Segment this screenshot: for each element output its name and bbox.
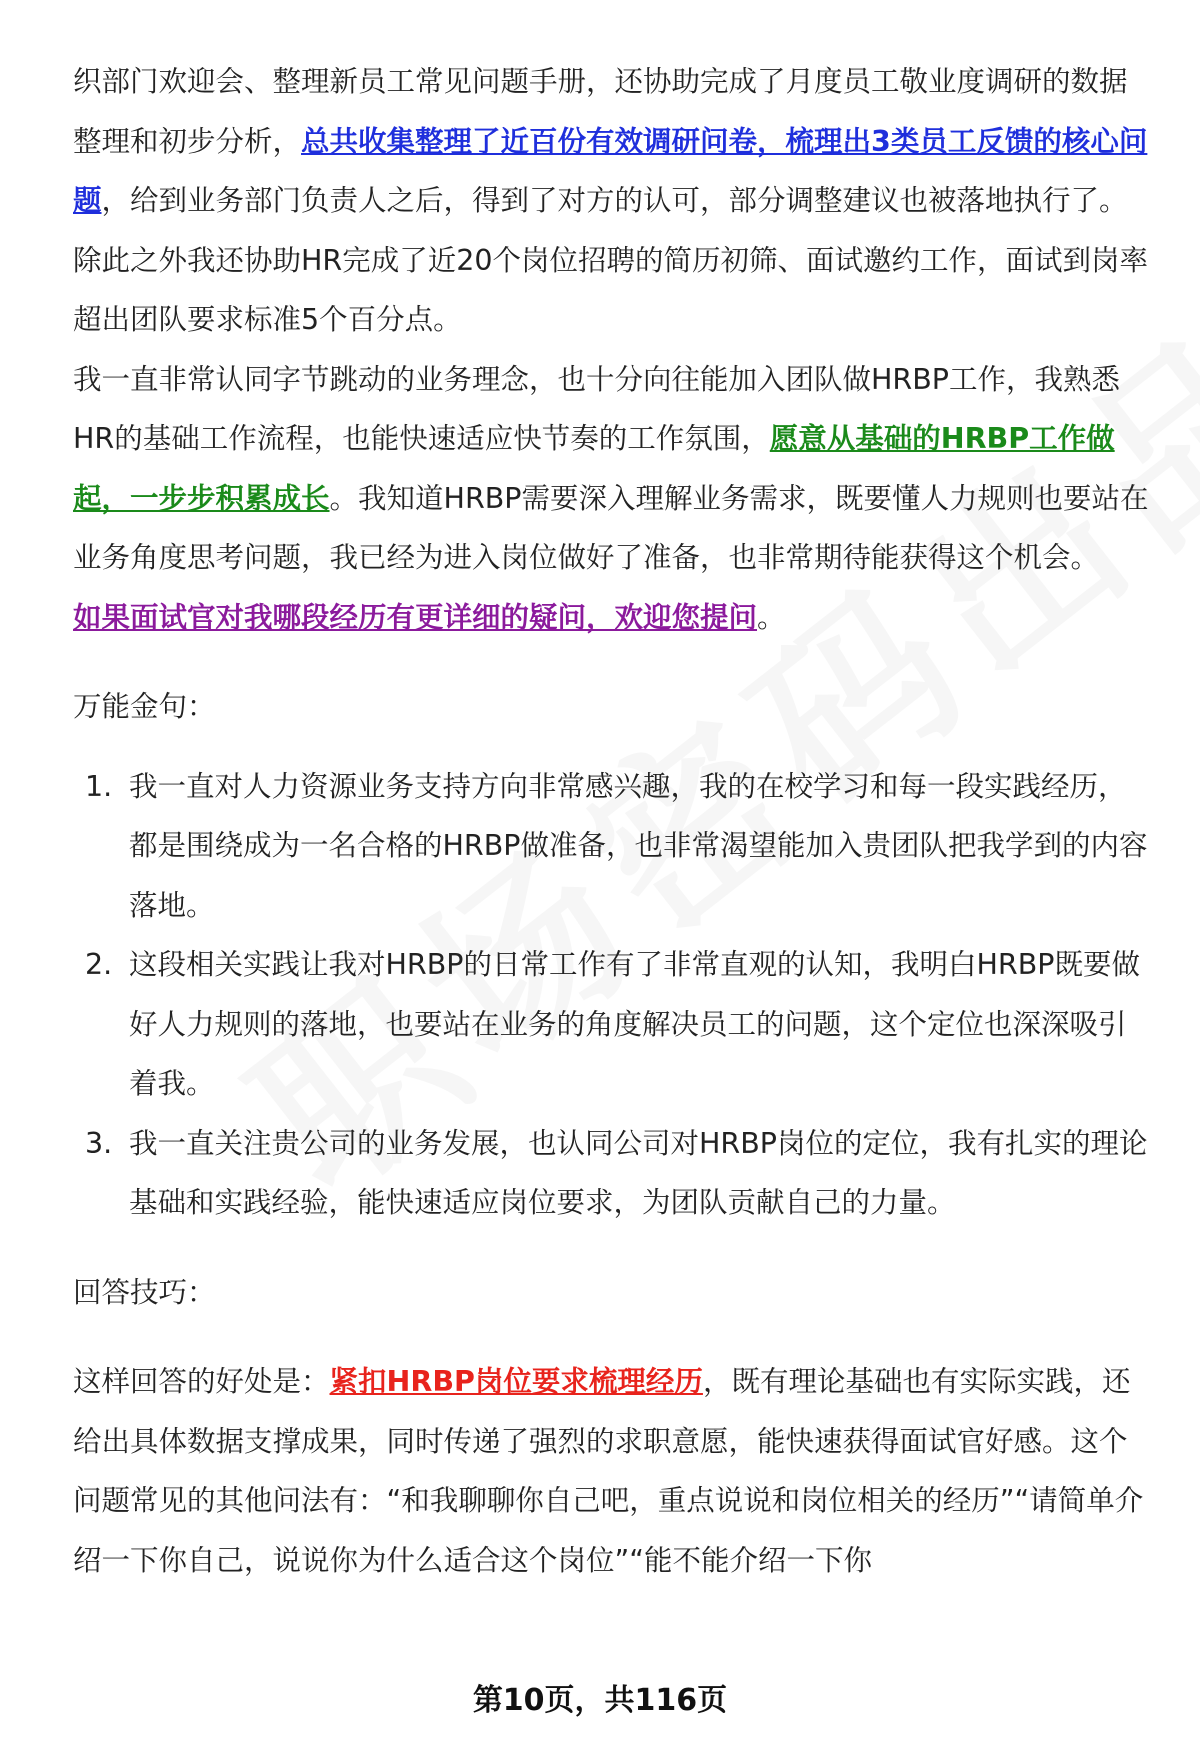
document-body — [73, 52, 1153, 1590]
text-run: 这样回答的好处是： — [73, 1365, 330, 1398]
paragraph-tips — [73, 1352, 1153, 1590]
highlight-blue: 总共收集整理了近百份有效调研问卷，梳理出3类员工反馈的核心问题 — [73, 124, 1148, 217]
paragraph-closing — [73, 588, 1153, 648]
section-heading-golden: 万能金句： — [73, 690, 216, 723]
text-run: 。 — [757, 600, 786, 634]
text-run: 。我知道HRBP需要深入理解业务需求，既要懂人力规则也要站在业务角度思考问题，我已经为进入岗位做好了准备，也非常期待能获得这个机会。 — [73, 481, 1149, 574]
list-text: 我一直关注贵公司的业务发展，也认同公司对HRBP岗位的定位，我有扎实的理论基础和实践经验，能快速适应岗位要求，为团队贡献自己的力量。 — [129, 1126, 1148, 1219]
golden-sentence-list — [73, 757, 1153, 1233]
highlight-green: 愿意从基础的HRBP工作做起，一步步积累成长 — [73, 422, 1115, 515]
list-text: 我一直对人力资源业务支持方向非常感兴趣，我的在校学习和每一段实践经历，都是围绕成为一名合格的HRBP做准备，也非常渴望能加入贵团队把我学到的内容落地。 — [129, 769, 1148, 922]
list-text: 这段相关实践让我对HRBP的日常工作有了非常直观的认知，我明白HRBP既要做好人力规则的落地，也要站在业务的角度解决员工的问题，这个定位也深深吸引着我。 — [129, 948, 1140, 1100]
list-number: 3. — [85, 1126, 113, 1160]
list-item — [73, 935, 1153, 1114]
text-run: 织部门欢迎会、整理新员工常见问题手册，还协助完成了月度员工敬业度调研的数据整理和初步分析， — [73, 65, 1128, 158]
highlight-red: 紧扣HRBP岗位要求梳理经历 — [329, 1365, 703, 1398]
paragraph-experience — [73, 52, 1153, 350]
list-number: 2. — [85, 948, 113, 981]
text-run: ，既有理论基础也有实际实践，还给出具体数据支撑成果，同时传递了强烈的求职意愿，能快速获得面试官好感。这个问题常见的其他问法有：“和我聊聊你自己吧，重点说说和岗位相关的经历”“请简单介绍一下你自己，说说你为什么适合这个岗位”“能不能介绍一下你 — [73, 1365, 1144, 1577]
page-number-footer: 第10页，共116页 — [472, 1683, 728, 1718]
list-item — [73, 757, 1153, 936]
section-heading-tips: 回答技巧： — [73, 1275, 216, 1309]
list-item — [73, 1114, 1153, 1233]
text-run: ，给到业务部门负责人之后，得到了对方的认可，部分调整建议也被落地执行了。除此之外我还协助HR完成了近20个岗位招聘的简历初筛、面试邀约工作，面试到岗率超出团队要求标准5个百分点。 — [73, 184, 1149, 336]
paragraph-motivation — [73, 350, 1153, 588]
highlight-purple: 如果面试官对我哪段经历有更详细的疑问，欢迎您提问 — [73, 600, 758, 634]
list-number: 1. — [85, 769, 113, 803]
text-run: 我一直非常认同字节跳动的业务理念，也十分向往能加入团队做HRBP工作，我熟悉HR的基础工作流程，也能快速适应快节奏的工作氛围， — [73, 362, 1120, 455]
